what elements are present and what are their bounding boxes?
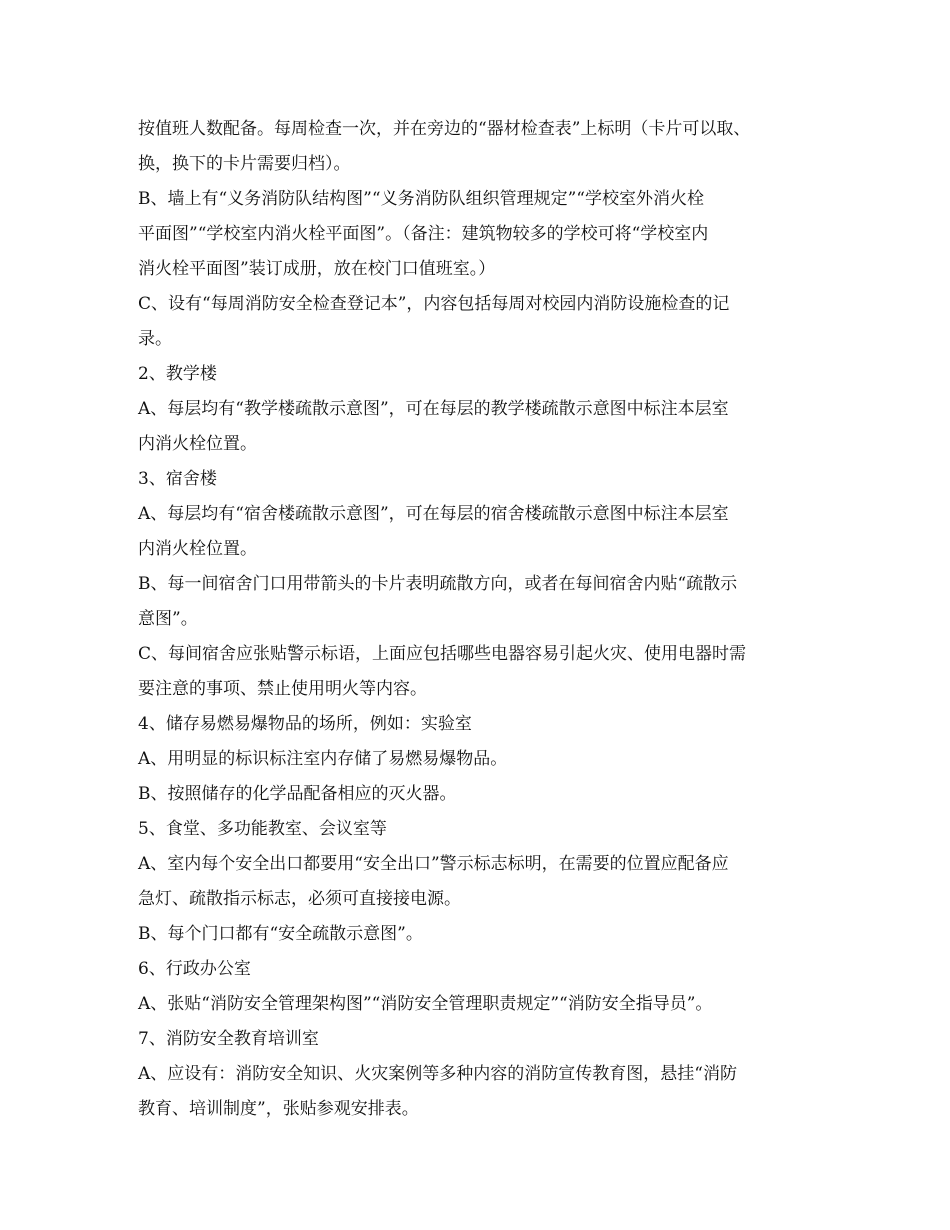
body-line: B、按照储存的化学品配备相应的灭火器。 bbox=[138, 784, 457, 804]
section-heading: 5、食堂、多功能教室、会议室等 bbox=[138, 819, 387, 839]
section-heading: 2、教学楼 bbox=[138, 364, 217, 384]
body-line: A、每层均有“教学楼疏散示意图”，可在每层的教学楼疏散示意图中标注本层室 bbox=[138, 399, 729, 419]
body-line: B、墙上有“义务消防队结构图”“义务消防队组织管理规定”“学校室外消火栓 bbox=[138, 189, 704, 209]
section-heading: 6、行政办公室 bbox=[138, 959, 251, 979]
section-heading: 3、宿舍楼 bbox=[138, 469, 217, 489]
body-line: C、每间宿舍应张贴警示标语，上面应包括哪些电器容易引起火灾、使用电器时需 bbox=[138, 644, 747, 664]
body-line: 意图”。 bbox=[138, 609, 198, 629]
body-line: 内消火栓位置。 bbox=[138, 539, 257, 559]
body-line: A、用明显的标识标注室内存储了易燃易爆物品。 bbox=[138, 749, 508, 769]
body-line: 内消火栓位置。 bbox=[138, 434, 257, 454]
body-line: B、每个门口都有“安全疏散示意图”。 bbox=[138, 924, 423, 944]
body-line: A、应设有：消防安全知识、火灾案例等多种内容的消防宣传教育图，悬挂“消防 bbox=[138, 1064, 737, 1084]
body-line: 教育、培训制度”，张贴参观安排表。 bbox=[138, 1099, 419, 1119]
body-line: 平面图”“学校室内消火栓平面图”。（备注：建筑物较多的学校可将“学校室内 bbox=[138, 224, 709, 244]
body-line: A、室内每个安全出口都要用“安全出口”警示标志标明，在需要的位置应配备应 bbox=[138, 854, 729, 874]
body-line: A、张贴“消防安全管理架构图”“消防安全管理职责规定”“消防安全指导员”。 bbox=[138, 994, 713, 1014]
body-line: B、每一间宿舍门口用带箭头的卡片表明疏散方向，或者在每间宿舍内贴“疏散示 bbox=[138, 574, 738, 594]
document-body bbox=[138, 112, 818, 1127]
body-line: 录。 bbox=[138, 329, 172, 349]
body-line: 按值班人数配备。每周检查一次，并在旁边的“器材检查表”上标明（卡片可以取、 bbox=[138, 119, 751, 139]
body-line: 急灯、疏散指示标志，必须可直接接电源。 bbox=[138, 889, 461, 909]
section-heading: 7、消防安全教育培训室 bbox=[138, 1029, 319, 1049]
section-heading: 4、储存易燃易爆物品的场所，例如：实验室 bbox=[138, 714, 472, 734]
body-line: A、每层均有“宿舍楼疏散示意图”，可在每层的宿舍楼疏散示意图中标注本层室 bbox=[138, 504, 729, 524]
body-line: 要注意的事项、禁止使用明火等内容。 bbox=[138, 679, 427, 699]
body-line: C、设有“每周消防安全检查登记本”，内容包括每周对校园内消防设施检查的记 bbox=[138, 294, 730, 314]
body-line: 消火栓平面图”装订成册，放在校门口值班室。） bbox=[138, 259, 496, 279]
body-line: 换，换下的卡片需要归档）。 bbox=[138, 154, 351, 174]
